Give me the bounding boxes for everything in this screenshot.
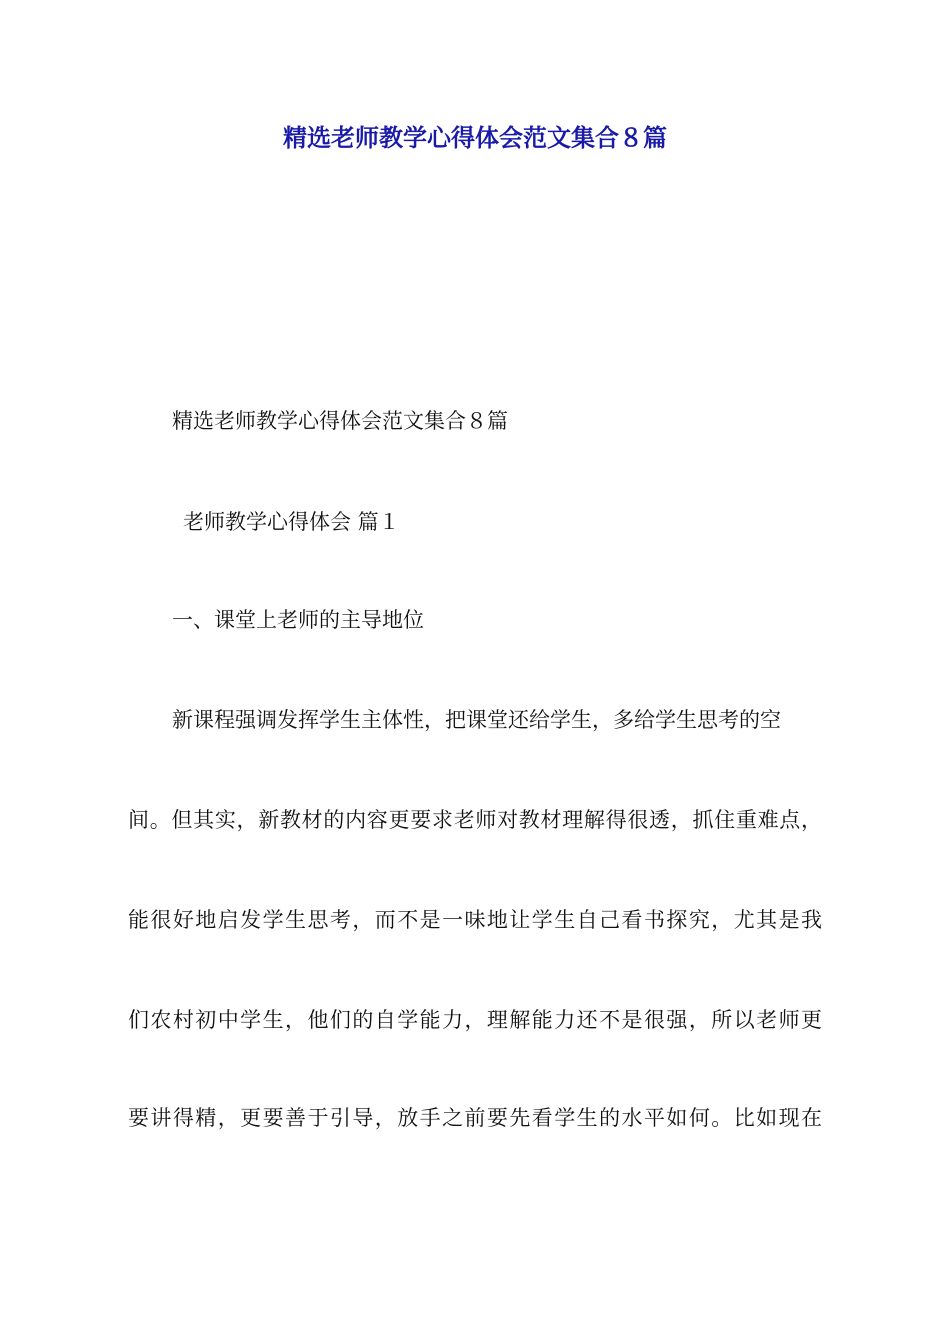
section-heading: 老师教学心得体会 篇１ — [183, 510, 400, 534]
body-line-3: 能很好地启发学生思考，而不是一味地让学生自己看书探究，尤其是我 — [128, 908, 822, 932]
document-subtitle: 精选老师教学心得体会范文集合８篇 — [172, 409, 508, 433]
body-line-1: 新课程强调发挥学生主体性，把课堂还给学生，多给学生思考的空 — [172, 708, 781, 732]
document-title: 精选老师教学心得体会范文集合８篇 — [283, 124, 667, 152]
point-heading: 一、课堂上老师的主导地位 — [172, 608, 424, 632]
body-line-2: 间。但其实，新教材的内容更要求老师对教材理解得很透，抓住重难点， — [128, 808, 822, 832]
body-line-5: 要讲得精，更要善于引导，放手之前要先看学生的水平如何。比如现在 — [128, 1106, 822, 1130]
body-line-4: 们农村初中学生，他们的自学能力，理解能力还不是很强，所以老师更 — [128, 1008, 822, 1032]
